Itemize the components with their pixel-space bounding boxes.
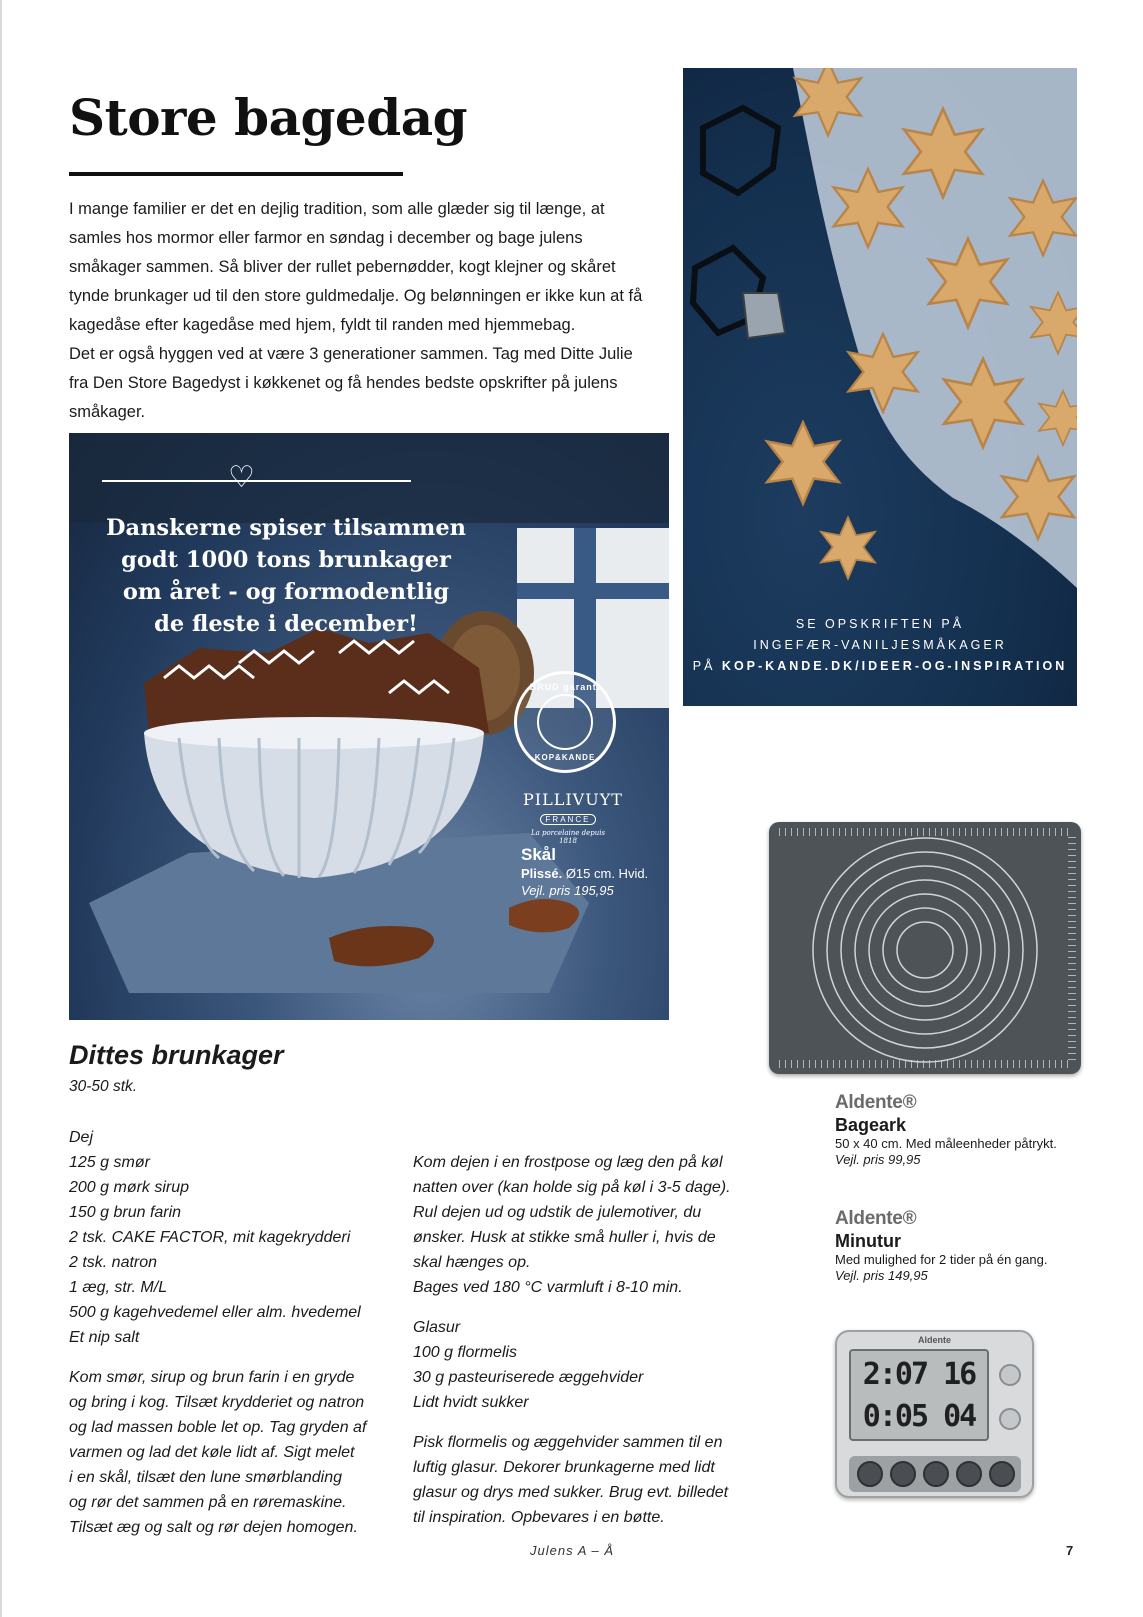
bowl-product-info [521,845,648,899]
timer-screen [849,1349,989,1441]
method-line: Pisk flormelis og æggehvider sammen til en [413,1434,723,1451]
recipe-yield: 30-50 stk. [69,1078,138,1095]
method-line: glasur og drys med sukker. Brug evt. billedet [413,1484,729,1501]
star-cookies-photo [683,68,1077,706]
gingerbread-fact [102,512,470,640]
divider-line [102,480,411,482]
page-number: 7 [1066,1543,1074,1558]
badge-bottom-text: KOP&KANDE [534,753,596,762]
mat-circles [769,822,1081,1074]
recipe-link-caption [683,614,1077,677]
glaze-heading: Glasur [413,1319,461,1336]
dough-ingredient: 2 tsk. CAKE FACTOR, mit kagekrydderi [69,1229,351,1246]
method-line: Kom dejen i en frostpose og læg den på køl [413,1154,723,1171]
product-price: Vejl. pris 99,95 [835,1152,921,1167]
method-line: til inspiration. Opbevares i en bøtte. [413,1509,665,1526]
fact-line-2: godt 1000 tons brunkager [121,547,451,573]
method-line: og bring i kog. Tilsæt krydderiet og natron [69,1394,365,1411]
fact-line-4: de fleste i december! [154,611,418,637]
broken-plate-icon [537,694,593,750]
intro-text [69,195,644,427]
product-brand: Aldente® [835,1092,917,1113]
bowl-product-price: Vejl. pris 195,95 [521,883,614,898]
method-line: natten over (kan holde sig på køl i 3-5 dage). [413,1179,731,1196]
bowl-product-desc: Plissé. Ø15 cm. Hvid. [521,866,649,881]
dough-ingredient: 125 g smør [69,1154,150,1171]
caption-line-2: INGEFÆR-VANILJESMÅKAGER [753,638,1007,652]
caption-line-1: SE OPSKRIFTEN PÅ [795,617,965,631]
recipe-title: Dittes brunkager [69,1040,284,1070]
product-desc: Med mulighed for 2 tider på én gang. [835,1252,1048,1267]
timer-brand: Aldente [917,1335,951,1345]
dough-ingredient: 200 g mørk sirup [69,1179,190,1196]
method-line: og lad massen boble let op. Tag gryden af [69,1419,367,1436]
caption-line-3: PÅ KOP-KANDE.DK/IDEER-OG-INSPIRATION [692,659,1068,673]
fact-line-3: om året - og formodentlig [122,579,450,605]
dough-ingredient: 150 g brun farin [69,1204,182,1221]
recipe-column-1 [69,1125,399,1540]
product-baking-mat [835,1092,1057,1168]
timer-button-row [849,1456,1021,1492]
timer-button [923,1461,949,1487]
star-cutter [743,293,785,338]
footer-section-title: Julens A – Å [530,1543,615,1558]
method-line: Bages ved 180 °C varmluft i 8-10 min. [413,1279,683,1296]
method-line: varmen og lad det køle lidt af. Sigt melet [69,1444,355,1461]
breakage-guarantee-badge [514,671,616,773]
timer-button [857,1461,883,1487]
dough-ingredient: 2 tsk. natron [69,1254,158,1271]
product-name: Minutur [835,1231,901,1251]
timer-image [835,1330,1034,1498]
heart-icon: ♡ [228,460,255,495]
dough-ingredient: Et nip salt [69,1329,140,1346]
timer-side-button [999,1364,1021,1386]
method-line: og rør det sammen på en røremaskine. [69,1494,347,1511]
timer-display-line-2: 0:05 04 [862,1399,976,1434]
star-cookies-illustration [683,68,1077,706]
product-timer [835,1208,1047,1284]
timer-button [989,1461,1015,1487]
timer-button [956,1461,982,1487]
timer-side-button [999,1408,1021,1430]
method-line: Kom smør, sirup og brun farin i en gryde [69,1369,355,1386]
intro-paragraph-2: Det er også hyggen ved at være 3 generationer sammen. Tag med Ditte Julie fra Den Store Bagedyst i køkkenet og få hendes bedste opskrifter på julens småkager. [69,345,633,421]
pillivuyt-name: PILLIVUYT [523,790,623,809]
method-line: luftig glasur. Dekorer brunkagerne med lidt [413,1459,715,1476]
fact-line-1: Danskerne spiser tilsammen [105,515,467,541]
glaze-ingredient: 30 g pasteuriserede æggehvider [413,1369,644,1386]
dough-heading: Dej [69,1129,94,1146]
page-title: Store bagedag [69,88,468,147]
glaze-ingredient: 100 g flormelis [413,1344,518,1361]
page-edge-line [0,0,2,1617]
method-line: Rul dejen ud og udstik de julemotiver, du [413,1204,702,1221]
product-brand: Aldente® [835,1208,917,1229]
product-price: Vejl. pris 149,95 [835,1268,928,1283]
timer-button [890,1461,916,1487]
glaze-ingredient: Lidt hvidt sukker [413,1394,529,1411]
pillivuyt-country: FRANCE [540,814,597,825]
title-underline [69,172,403,176]
method-line: skal hænges op. [413,1254,531,1271]
product-name: Bageark [835,1115,907,1135]
method-line: ønsker. Husk at stikke små huller i, hvis de [413,1229,716,1246]
badge-top-text: BRUD garanti [529,682,601,692]
method-line: Tilsæt æg og salt og rør dejen homogen. [69,1519,358,1536]
recipe-website-link[interactable]: KOP-KANDE.DK/IDEER-OG-INSPIRATION [721,659,1068,673]
pillivuyt-logo [523,790,623,845]
baking-mat-image [769,822,1081,1074]
pillivuyt-tagline: La porcelaine depuis 1818 [530,829,606,845]
bowl-product-name: Skål [521,845,556,864]
intro-paragraph-1: I mange familier er det en dejlig tradition, som alle glæder sig til længe, at samles hos mormor eller farmor en søndag i december og bage julens småkager sammen. Så bliver der rullet pebernødder, kogt klejner og skåret tynde brunkager ud til den store guldmedalje. Og belønningen er ikke kun at få kagedåse efter kagedåse med hjem, fyldt til randen med hjemmebag. [69,200,643,334]
recipe-column-2 [413,1150,743,1530]
timer-display-line-1: 2:07 16 [862,1357,976,1392]
product-desc: 50 x 40 cm. Med måleenheder påtrykt. [835,1136,1057,1151]
dough-ingredient: 500 g kagehvedemel eller alm. hvedemel [69,1304,361,1321]
dough-ingredient: 1 æg, str. M/L [69,1279,168,1296]
method-line: i en skål, tilsæt den lune smørblanding [69,1469,343,1486]
